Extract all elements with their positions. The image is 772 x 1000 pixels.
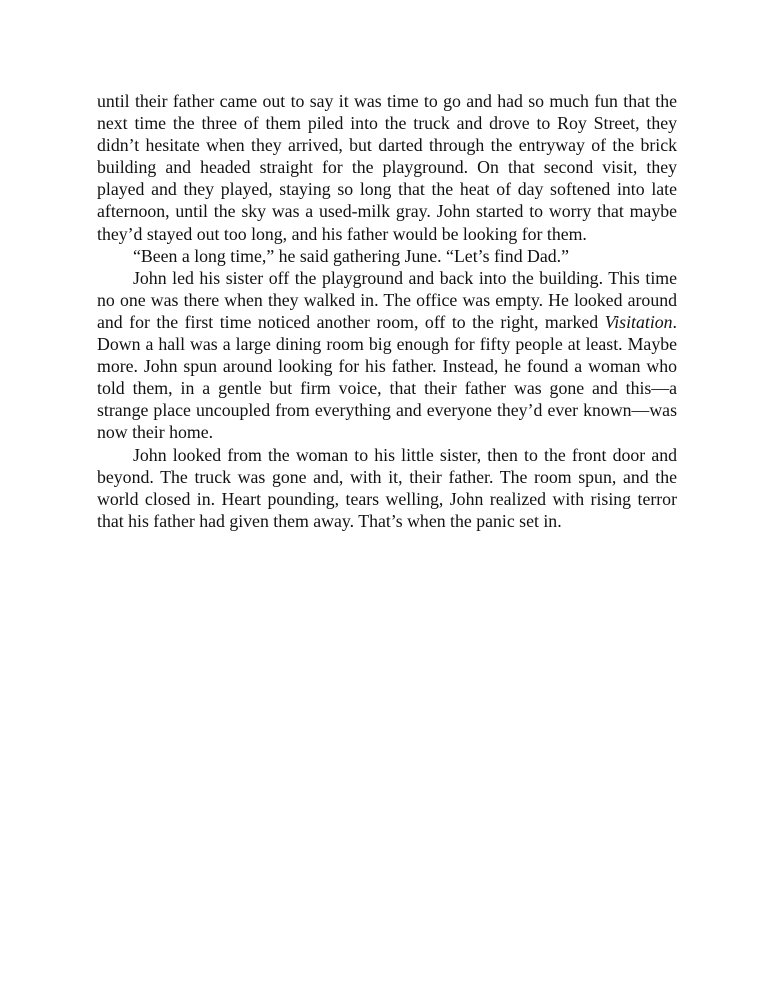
paragraph-panic: John looked from the woman to his little sister, then to the front door and beyond. The truck was gone and, with it, their father. The room spun, and the world closed in. Heart pounding, tears welling, John realized with rising terror that his father had given them away. That’s when the panic set in. bbox=[97, 444, 677, 531]
visitation-italic: Visitation bbox=[604, 311, 673, 332]
paragraph-dialogue: “Been a long time,” he said gathering June. “Let’s find Dad.” bbox=[133, 245, 569, 266]
document-page bbox=[97, 90, 677, 532]
paragraph-building bbox=[97, 267, 677, 444]
paragraph-building-part-1: John led his sister off the playground and back into the building. This time no one was there when they walked in. The office was empty. He looked around and for the first time noticed another room, off to the right, marked bbox=[97, 267, 677, 332]
paragraph-building-part-2: . Down a hall was a large dining room big enough for fifty people at least. Maybe more. John spun around looking for his father. Instead, he found a woman who told them, in a gentle but firm voice, that their father was gone and this—a strange place uncoupled from everything and everyone they’d ever known—was now their home. bbox=[97, 311, 677, 443]
paragraph-continuation: until their father came out to say it was time to go and had so much fun that the next time the three of them piled into the truck and drove to Roy Street, they didn’t hesitate when they arrived, but darted through the entryway of the brick building and headed straight for the playground. On that second visit, they played and they played, staying so long that the heat of day softened into late afternoon, until the sky was a used-milk gray. John started to worry that maybe they’d stayed out too long, and his father would be looking for them. bbox=[97, 91, 677, 244]
